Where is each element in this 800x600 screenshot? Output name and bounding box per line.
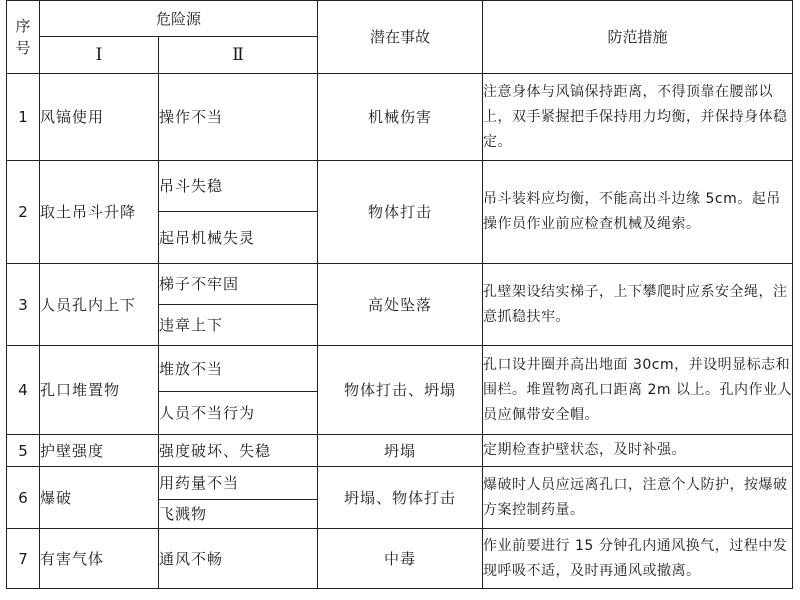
hazard-level-1: 有害气体: [40, 529, 159, 589]
table-row: [7, 264, 793, 305]
hazard-level-1: 人员孔内上下: [40, 264, 159, 346]
hazard-level-2: 吊斗失稳: [159, 161, 318, 212]
prevention-measure: 定期检查护壁状态，及时补强。: [483, 435, 793, 467]
header-seq-top: 序: [15, 17, 31, 35]
hazard-level-2: 堆放不当: [159, 346, 318, 392]
row-number: 7: [7, 529, 40, 589]
row-number: 1: [7, 74, 40, 161]
hazard-table: [6, 0, 793, 589]
prevention-measure: 作业前要进行 15 分钟孔内通风换气，过程中发现呼吸不适，及时再通风或撤离。: [483, 529, 793, 589]
hazard-level-2: 操作不当: [159, 74, 318, 161]
hazard-level-2: 通风不畅: [159, 529, 318, 589]
header-level-2: Ⅱ: [159, 37, 318, 74]
potential-accident: 坍塌: [318, 435, 483, 467]
hazard-level-2: 用药量不当: [159, 467, 318, 500]
hazard-level-2: 违章上下: [159, 305, 318, 346]
table-row: [7, 435, 793, 467]
prevention-measure: 孔口设井圈并高出地面 30cm，并设明显标志和围栏。堆置物离孔口距离 2m 以上。孔内作业人员应佩带安全帽。: [483, 346, 793, 435]
header-potential-accident: 潜在事故: [318, 1, 483, 74]
header-measures: 防范措施: [483, 1, 793, 74]
prevention-measure: 吊斗装料应均衡，不能高出斗边缘 5cm。起吊操作员作业前应检查机械及绳索。: [483, 161, 793, 264]
header-seq-bottom: 号: [15, 39, 31, 57]
potential-accident: 机械伤害: [318, 74, 483, 161]
table-row: [7, 346, 793, 392]
row-number: 6: [7, 467, 40, 529]
row-number: 5: [7, 435, 40, 467]
header-hazard-source: 危险源: [40, 1, 318, 37]
header-seq: [7, 1, 40, 74]
prevention-measure: 注意身体与风镐保持距离，不得顶靠在腰部以上，双手紧握把手保持用力均衡，并保持身体稳定。: [483, 74, 793, 161]
hazard-level-1: 风镐使用: [40, 74, 159, 161]
prevention-measure: 孔壁架设结实梯子，上下攀爬时应系安全绳，注意抓稳扶牢。: [483, 264, 793, 346]
table-row: [7, 161, 793, 212]
potential-accident: 物体打击、坍塌: [318, 346, 483, 435]
hazard-level-1: 爆破: [40, 467, 159, 529]
potential-accident: 中毒: [318, 529, 483, 589]
prevention-measure: 爆破时人员应远离孔口，注意个人防护，按爆破方案控制药量。: [483, 467, 793, 529]
header-row-top: [7, 1, 793, 37]
table-row: [7, 74, 793, 161]
table-row: [7, 529, 793, 589]
hazard-level-2: 梯子不牢固: [159, 264, 318, 305]
hazard-level-1: 取土吊斗升降: [40, 161, 159, 264]
potential-accident: 坍塌、物体打击: [318, 467, 483, 529]
hazard-level-1: 孔口堆置物: [40, 346, 159, 435]
hazard-level-2: 飞溅物: [159, 500, 318, 529]
hazard-level-1: 护壁强度: [40, 435, 159, 467]
row-number: 2: [7, 161, 40, 264]
hazard-level-2: 强度破坏、失稳: [159, 435, 318, 467]
table-row: [7, 467, 793, 500]
potential-accident: 高处坠落: [318, 264, 483, 346]
row-number: 4: [7, 346, 40, 435]
hazard-level-2: 人员不当行为: [159, 392, 318, 435]
potential-accident: 物体打击: [318, 161, 483, 264]
hazard-level-2: 起吊机械失灵: [159, 212, 318, 264]
row-number: 3: [7, 264, 40, 346]
header-level-1: Ⅰ: [40, 37, 159, 74]
